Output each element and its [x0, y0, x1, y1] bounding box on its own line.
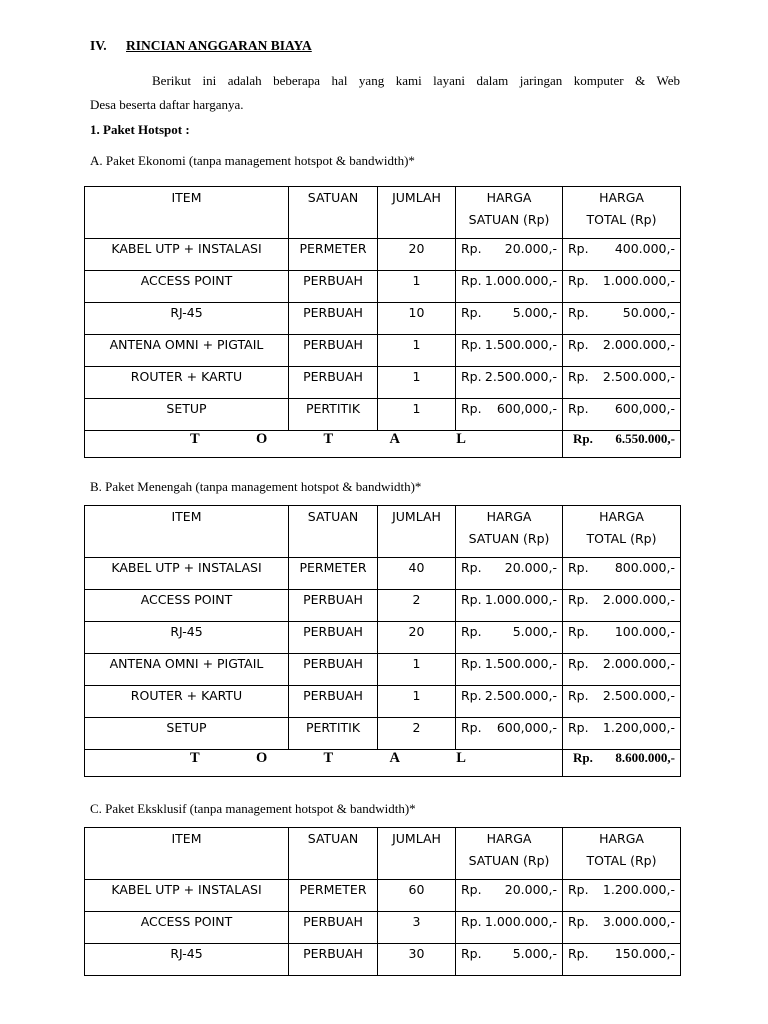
amount: 2.500.000,- — [484, 369, 557, 384]
currency-label: Rp. — [568, 305, 589, 320]
amount: 3.000.000,- — [602, 914, 675, 929]
currency-label: Rp. — [568, 241, 589, 256]
cell-jumlah: 1 — [378, 335, 456, 367]
cell-jumlah: 1 — [378, 399, 456, 431]
cell-jumlah: 60 — [378, 880, 456, 912]
total-row — [85, 431, 681, 458]
col-harga-satuan — [456, 187, 563, 239]
cell-harga-total — [563, 622, 681, 654]
cell-harga-total — [563, 271, 681, 303]
col-harga-total-line2: TOTAL (Rp) — [586, 531, 657, 546]
amount: 1.000.000,- — [602, 273, 675, 288]
amount: 150.000,- — [614, 946, 675, 961]
col-harga-satuan — [456, 506, 563, 558]
cell-harga-satuan — [456, 912, 563, 944]
col-jumlah: JUMLAH — [378, 187, 456, 239]
table-row — [85, 335, 681, 367]
intro-paragraph — [90, 69, 680, 117]
total-letter: L — [456, 750, 467, 766]
cell-item: KABEL UTP + INSTALASI — [85, 880, 289, 912]
cell-harga-total — [563, 718, 681, 750]
currency-label: Rp. — [461, 560, 482, 575]
cell-harga-total — [563, 399, 681, 431]
cell-harga-total — [563, 367, 681, 399]
cell-jumlah: 1 — [378, 654, 456, 686]
cell-satuan: PERBUAH — [289, 271, 378, 303]
total-letter: T — [190, 750, 201, 766]
cell-satuan: PERBUAH — [289, 622, 378, 654]
amount: 600,000,- — [614, 401, 675, 416]
cell-jumlah: 40 — [378, 558, 456, 590]
cell-harga-satuan — [456, 622, 563, 654]
currency-label: Rp. — [568, 914, 589, 929]
col-satuan: SATUAN — [289, 506, 378, 558]
cell-harga-total — [563, 686, 681, 718]
currency-label: Rp. — [461, 720, 482, 735]
amount: 5.000,- — [512, 946, 557, 961]
cell-satuan: PERBUAH — [289, 303, 378, 335]
currency-label: Rp. — [461, 273, 482, 288]
table-row — [85, 399, 681, 431]
currency-label: Rp. — [568, 560, 589, 575]
table-row — [85, 239, 681, 271]
cell-item: ACCESS POINT — [85, 271, 289, 303]
currency-label: Rp. — [568, 401, 589, 416]
table-row — [85, 590, 681, 622]
cell-jumlah: 20 — [378, 622, 456, 654]
amount: 50.000,- — [622, 305, 675, 320]
currency-label: Rp. — [568, 882, 589, 897]
cell-jumlah: 3 — [378, 912, 456, 944]
col-harga-satuan — [456, 828, 563, 880]
table-row — [85, 271, 681, 303]
table-row — [85, 686, 681, 718]
currency-label: Rp. — [568, 624, 589, 639]
grand-total — [563, 431, 681, 458]
cell-item: ANTENA OMNI + PIGTAIL — [85, 654, 289, 686]
cell-jumlah: 1 — [378, 686, 456, 718]
currency-label: Rp. — [568, 656, 589, 671]
amount: 400.000,- — [614, 241, 675, 256]
table-b-title: B. Paket Menengah (tanpa management hotspot & bandwidth)* — [90, 479, 422, 494]
table-row — [85, 303, 681, 335]
amount: 100.000,- — [614, 624, 675, 639]
cell-harga-satuan — [456, 944, 563, 976]
currency-label: Rp. — [461, 337, 482, 352]
grand-total-amount: 8.600.000,- — [615, 750, 675, 765]
cell-satuan: PERBUAH — [289, 654, 378, 686]
cell-item: SETUP — [85, 399, 289, 431]
cell-item: ROUTER + KARTU — [85, 686, 289, 718]
cell-harga-total — [563, 335, 681, 367]
currency-label: Rp. — [568, 337, 589, 352]
col-item: ITEM — [85, 187, 289, 239]
cell-harga-satuan — [456, 303, 563, 335]
intro-line-1: Berikut ini adalah beberapa hal yang kami layani dalam jaringan komputer & Web — [152, 73, 680, 88]
col-item: ITEM — [85, 506, 289, 558]
cell-item: KABEL UTP + INSTALASI — [85, 239, 289, 271]
cell-satuan: PERBUAH — [289, 912, 378, 944]
cell-satuan: PERMETER — [289, 880, 378, 912]
cell-jumlah: 20 — [378, 239, 456, 271]
amount: 1.000.000,- — [484, 914, 557, 929]
currency-label: Rp. — [461, 882, 482, 897]
col-harga-total-line2: TOTAL (Rp) — [586, 212, 657, 227]
currency-label: Rp. — [461, 914, 482, 929]
currency-label: Rp. — [461, 688, 482, 703]
currency-label: Rp. — [461, 656, 482, 671]
currency-label: Rp. — [568, 369, 589, 384]
cell-harga-satuan — [456, 399, 563, 431]
cell-jumlah: 2 — [378, 718, 456, 750]
col-harga-total-line2: TOTAL (Rp) — [586, 853, 657, 868]
table-c-title: C. Paket Eksklusif (tanpa management hotspot & bandwidth)* — [90, 801, 416, 816]
cell-item: RJ-45 — [85, 303, 289, 335]
col-harga-satuan-line1: HARGA — [486, 190, 532, 205]
cell-harga-satuan — [456, 880, 563, 912]
table-header-row — [85, 828, 681, 880]
amount: 1.000.000,- — [484, 592, 557, 607]
cell-satuan: PERBUAH — [289, 944, 378, 976]
amount: 1.200,000,- — [602, 720, 675, 735]
section-heading — [90, 38, 312, 54]
cell-harga-satuan — [456, 654, 563, 686]
currency-label: Rp. — [568, 273, 589, 288]
amount: 2.500.000,- — [484, 688, 557, 703]
amount: 2.500.000,- — [602, 369, 675, 384]
amount: 2.500.000,- — [602, 688, 675, 703]
cell-satuan: PERTITIK — [289, 399, 378, 431]
grand-total — [563, 750, 681, 777]
total-letter: A — [389, 431, 401, 447]
table-header-row — [85, 506, 681, 558]
currency-label: Rp. — [461, 369, 482, 384]
amount: 5.000,- — [512, 305, 557, 320]
col-harga-satuan-line1: HARGA — [486, 509, 532, 524]
table-a — [84, 186, 681, 458]
total-letter: T — [323, 750, 335, 766]
cell-satuan: PERBUAH — [289, 367, 378, 399]
col-harga-satuan-line2: SATUAN (Rp) — [468, 212, 550, 227]
total-letter: O — [255, 750, 269, 766]
amount: 600,000,- — [496, 720, 557, 735]
cell-harga-total — [563, 558, 681, 590]
total-letter: O — [255, 431, 269, 447]
col-harga-satuan-line2: SATUAN (Rp) — [468, 531, 550, 546]
total-letter: L — [456, 431, 467, 447]
amount: 1.500.000,- — [484, 337, 557, 352]
col-harga-total — [563, 187, 681, 239]
total-letter: T — [323, 431, 335, 447]
cell-item: RJ-45 — [85, 622, 289, 654]
cell-satuan: PERBUAH — [289, 590, 378, 622]
currency-label: Rp. — [573, 750, 593, 765]
cell-harga-total — [563, 590, 681, 622]
currency-label: Rp. — [573, 431, 593, 446]
amount: 600,000,- — [496, 401, 557, 416]
col-harga-total-line1: HARGA — [599, 190, 644, 205]
grand-total-amount: 6.550.000,- — [615, 431, 675, 446]
cell-item: ACCESS POINT — [85, 912, 289, 944]
currency-label: Rp. — [461, 946, 482, 961]
table-c — [84, 827, 681, 976]
col-harga-satuan-line2: SATUAN (Rp) — [468, 853, 550, 868]
cell-harga-satuan — [456, 686, 563, 718]
total-letter: T — [190, 431, 201, 447]
cell-jumlah: 2 — [378, 590, 456, 622]
cell-satuan: PERTITIK — [289, 718, 378, 750]
col-harga-satuan-line1: HARGA — [486, 831, 532, 846]
cell-harga-satuan — [456, 367, 563, 399]
currency-label: Rp. — [461, 241, 482, 256]
cell-item: ANTENA OMNI + PIGTAIL — [85, 335, 289, 367]
currency-label: Rp. — [568, 592, 589, 607]
col-harga-total — [563, 506, 681, 558]
cell-harga-satuan — [456, 239, 563, 271]
cell-satuan: PERBUAH — [289, 335, 378, 367]
cell-jumlah: 1 — [378, 367, 456, 399]
table-row — [85, 654, 681, 686]
amount: 2.000.000,- — [602, 656, 675, 671]
amount: 20.000,- — [504, 560, 557, 575]
table-row — [85, 718, 681, 750]
table-b — [84, 505, 681, 777]
cell-jumlah: 1 — [378, 271, 456, 303]
cell-jumlah: 10 — [378, 303, 456, 335]
cell-harga-total — [563, 303, 681, 335]
amount: 2.000.000,- — [602, 337, 675, 352]
cell-satuan: PERMETER — [289, 558, 378, 590]
table-a-title: A. Paket Ekonomi (tanpa management hotspot & bandwidth)* — [90, 153, 415, 168]
table-row — [85, 880, 681, 912]
cell-harga-total — [563, 880, 681, 912]
amount: 1.200.000,- — [602, 882, 675, 897]
total-label — [85, 431, 563, 458]
currency-label: Rp. — [568, 720, 589, 735]
cell-item: ACCESS POINT — [85, 590, 289, 622]
amount: 1.000.000,- — [484, 273, 557, 288]
col-jumlah: JUMLAH — [378, 828, 456, 880]
col-harga-total-line1: HARGA — [599, 831, 644, 846]
table-row — [85, 622, 681, 654]
total-row — [85, 750, 681, 777]
cell-harga-total — [563, 654, 681, 686]
table-row — [85, 944, 681, 976]
amount: 800.000,- — [614, 560, 675, 575]
currency-label: Rp. — [461, 592, 482, 607]
col-harga-total-line1: HARGA — [599, 509, 644, 524]
cell-harga-satuan — [456, 271, 563, 303]
cell-harga-total — [563, 944, 681, 976]
total-letter: A — [389, 750, 401, 766]
cell-jumlah: 30 — [378, 944, 456, 976]
cell-item: SETUP — [85, 718, 289, 750]
amount: 20.000,- — [504, 241, 557, 256]
currency-label: Rp. — [568, 688, 589, 703]
table-row — [85, 558, 681, 590]
col-jumlah: JUMLAH — [378, 506, 456, 558]
table-row — [85, 912, 681, 944]
table-row — [85, 367, 681, 399]
paket-heading: 1. Paket Hotspot : — [90, 122, 190, 137]
cell-harga-total — [563, 912, 681, 944]
col-item: ITEM — [85, 828, 289, 880]
cell-item: RJ-45 — [85, 944, 289, 976]
cell-harga-satuan — [456, 558, 563, 590]
cell-harga-satuan — [456, 590, 563, 622]
cell-satuan: PERBUAH — [289, 686, 378, 718]
col-satuan: SATUAN — [289, 187, 378, 239]
amount: 20.000,- — [504, 882, 557, 897]
currency-label: Rp. — [568, 946, 589, 961]
col-harga-total — [563, 828, 681, 880]
cell-item: KABEL UTP + INSTALASI — [85, 558, 289, 590]
currency-label: Rp. — [461, 401, 482, 416]
amount: 5.000,- — [512, 624, 557, 639]
amount: 1.500.000,- — [484, 656, 557, 671]
cell-item: ROUTER + KARTU — [85, 367, 289, 399]
cell-harga-satuan — [456, 718, 563, 750]
cell-satuan: PERMETER — [289, 239, 378, 271]
amount: 2.000.000,- — [602, 592, 675, 607]
total-label — [85, 750, 563, 777]
section-title: RINCIAN ANGGARAN BIAYA — [126, 38, 312, 53]
col-satuan: SATUAN — [289, 828, 378, 880]
intro-line-2: Desa beserta daftar harganya. — [90, 97, 244, 112]
cell-harga-satuan — [456, 335, 563, 367]
section-number: IV. — [90, 38, 107, 53]
cell-harga-total — [563, 239, 681, 271]
currency-label: Rp. — [461, 624, 482, 639]
currency-label: Rp. — [461, 305, 482, 320]
table-header-row — [85, 187, 681, 239]
